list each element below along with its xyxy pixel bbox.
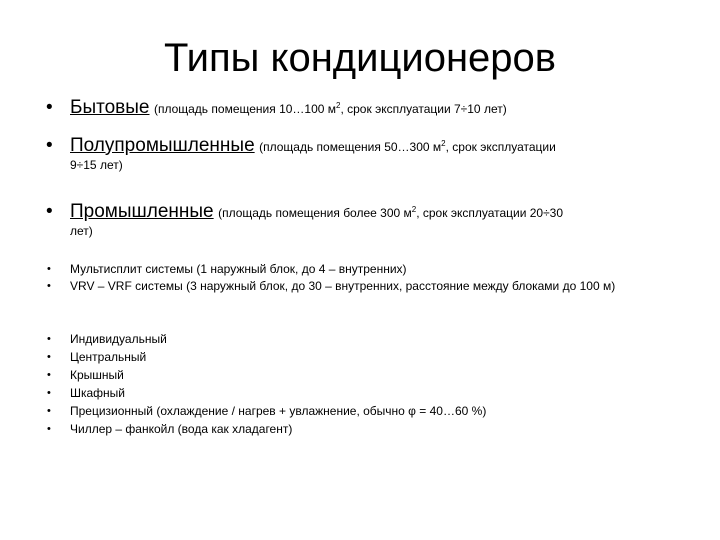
ac-type-name: Бытовые xyxy=(70,97,150,118)
bullet: • xyxy=(47,351,51,363)
list-item-text: VRV – VRF системы (3 наружный блок, до 30 – внутренних, расстояние между блоками до 100 м) xyxy=(70,279,616,293)
ac-type-detail-continuation: лет) xyxy=(70,224,93,238)
ac-type-detail xyxy=(218,206,563,220)
superscript: 2 xyxy=(441,139,446,148)
detail-text: , срок эксплуатации 20÷30 xyxy=(416,206,564,220)
ac-type-detail xyxy=(154,102,507,116)
detail-text: (площадь помещения 10…100 м xyxy=(153,102,337,116)
slide-title: Типы кондиционеров xyxy=(163,36,557,80)
list-item-text: Мультисплит системы (1 наружный блок, до 4 – внутренних) xyxy=(70,262,407,276)
detail-text: (площадь помещения 50…300 м xyxy=(259,140,442,154)
list-item-text: Чиллер – фанкойл (вода как хладагент) xyxy=(70,422,293,436)
detail-text: , срок эксплуатации xyxy=(445,140,556,154)
list-item-text: Шкафный xyxy=(70,386,126,400)
ac-type-name: Промышленные xyxy=(70,201,214,222)
superscript: 2 xyxy=(411,205,417,214)
bullet: • xyxy=(46,135,53,156)
detail-text: , срок эксплуатации 7÷10 лет) xyxy=(340,102,507,116)
list-item-text: Центральный xyxy=(70,350,147,364)
list-item-text: Крышный xyxy=(70,368,124,382)
bullet: • xyxy=(47,333,51,345)
bullet: • xyxy=(46,201,53,222)
ac-type-detail-continuation: 9÷15 лет) xyxy=(70,158,123,172)
list-item-text: Индивидуальный xyxy=(70,332,167,346)
bullet: • xyxy=(46,97,53,118)
bullet: • xyxy=(47,387,51,399)
detail-text: (площадь помещения более 300 м xyxy=(218,206,412,220)
bullet: • xyxy=(47,263,51,275)
superscript: 2 xyxy=(336,101,341,110)
bullet: • xyxy=(47,280,51,292)
ac-type-detail xyxy=(259,140,556,154)
list-item-text: Прецизионный (охлаждение / нагрев + увлажнение, обычно φ = 40…60 %) xyxy=(70,404,487,418)
bullet: • xyxy=(47,405,51,417)
bullet: • xyxy=(47,369,51,381)
ac-type-name: Полупромышленные xyxy=(70,135,255,156)
bullet: • xyxy=(47,423,51,435)
